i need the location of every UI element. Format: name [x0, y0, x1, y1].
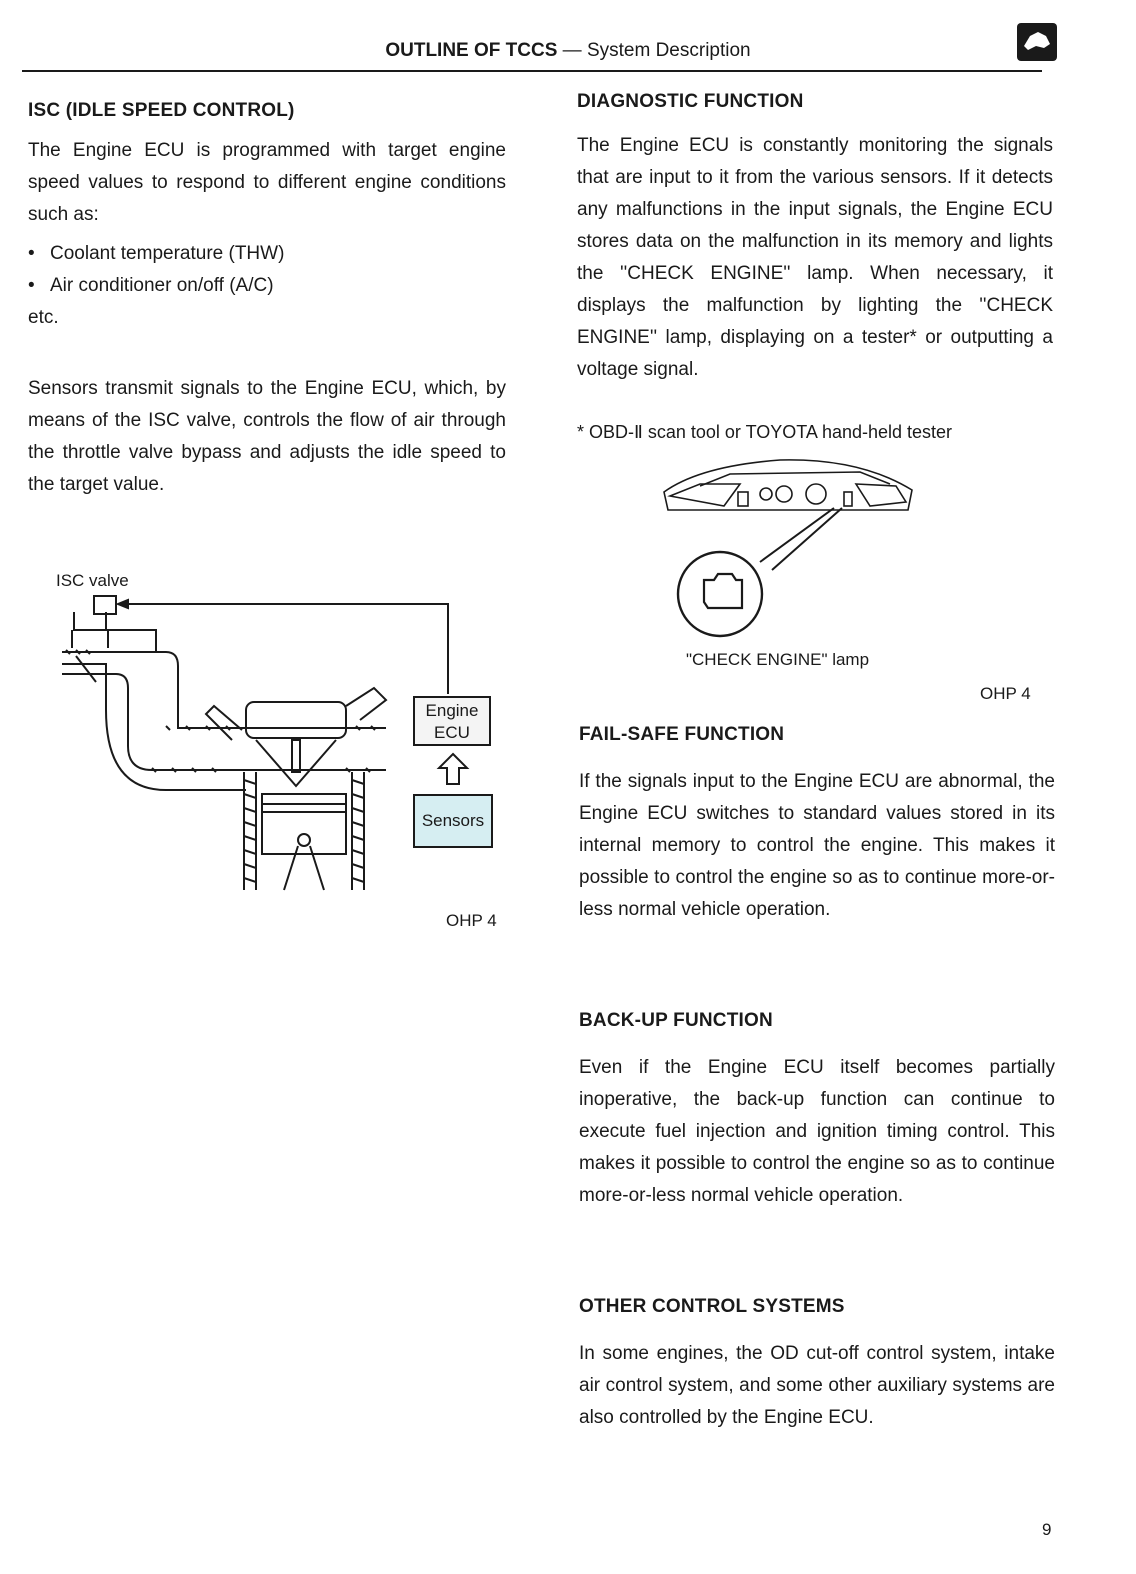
engine-ecu-box — [413, 696, 491, 746]
sensors-box: Sensors — [413, 794, 493, 848]
isc-ohp-label: OHP 4 — [446, 911, 497, 930]
check-engine-illustration — [660, 452, 920, 652]
magnifier-circle — [678, 552, 762, 636]
bullet-text: Air conditioner on/off (A/C) — [50, 275, 274, 296]
diagnostic-footnote: * OBD-Ⅱ scan tool or TOYOTA hand-held tester — [577, 422, 953, 442]
bullet-text: Coolant temperature (THW) — [50, 243, 285, 264]
diagnostic-heading: DIAGNOSTIC FUNCTION — [577, 91, 804, 112]
engine-section-icon — [1016, 22, 1058, 62]
isc-valve-label: ISC valve — [56, 571, 129, 590]
failsafe-paragraph: If the signals input to the Engine ECU are abnormal, the Engine ECU switches to standard values stored in its internal memory to control the engine. This makes it possible to control the engine so as to continue more-or-less normal vehicle operation. — [579, 771, 1055, 920]
page-number: 9 — [1042, 1520, 1052, 1539]
page-header-title — [0, 40, 1136, 62]
isc-valve-shape — [94, 596, 116, 614]
header-rule — [22, 70, 1042, 72]
other-heading: OTHER CONTROL SYSTEMS — [579, 1296, 845, 1317]
engine-ecu-label-line2: ECU — [434, 723, 470, 742]
isc-bullet-aircon — [28, 270, 506, 302]
backup-heading: BACK-UP FUNCTION — [579, 1010, 773, 1031]
isc-heading: ISC (IDLE SPEED CONTROL) — [28, 100, 295, 121]
isc-sensors-paragraph: Sensors transmit signals to the Engine ECU, which, by means of the ISC valve, controls the flow of air through the throttle valve bypass and adjusts the idle speed to the target value. — [28, 378, 506, 495]
air-cleaner-shape — [246, 702, 346, 738]
other-paragraph: In some engines, the OD cut-off control system, intake air control system, and some other auxiliary systems are also controlled by the Engine ECU. — [579, 1343, 1055, 1428]
diagnostic-paragraph: The Engine ECU is constantly monitoring the signals that are input to it from the various sensors. If it detects any malfunctions in the input signals, the Engine ECU stores data on the malfunction in its memory and lights the ''CHECK ENGINE'' lamp. When necessary, it displays the malfunction by lighting the ''CHECK ENGINE'' lamp, displaying on a tester* or outputting a voltage signal. — [577, 135, 1053, 380]
isc-etc: etc. — [28, 307, 59, 328]
bullet-dot-icon: • — [28, 275, 35, 296]
up-arrow-icon — [436, 752, 470, 786]
isc-intro-paragraph: The Engine ECU is programmed with target engine speed values to respond to different engine conditions such as: — [28, 140, 506, 225]
diagnostic-ohp-label: OHP 4 — [980, 684, 1031, 703]
isc-bullet-coolant — [28, 238, 506, 270]
header-title-bold: OUTLINE OF TCCS — [385, 40, 558, 61]
check-engine-lamp-caption: "CHECK ENGINE" lamp — [686, 650, 870, 669]
isc-engine-diagram — [56, 590, 516, 910]
failsafe-heading: FAIL-SAFE FUNCTION — [579, 724, 785, 745]
header-title-rest: — System Description — [557, 40, 751, 61]
bullet-dot-icon: • — [28, 243, 35, 264]
engine-ecu-label-line1: Engine — [425, 701, 479, 720]
check-engine-symbol-icon — [704, 574, 742, 608]
backup-paragraph: Even if the Engine ECU itself becomes partially inoperative, the back-up function can continue to execute fuel injection and ignition timing control. This makes it possible to control the engine so as to continue more-or-less normal vehicle operation. — [579, 1057, 1055, 1206]
